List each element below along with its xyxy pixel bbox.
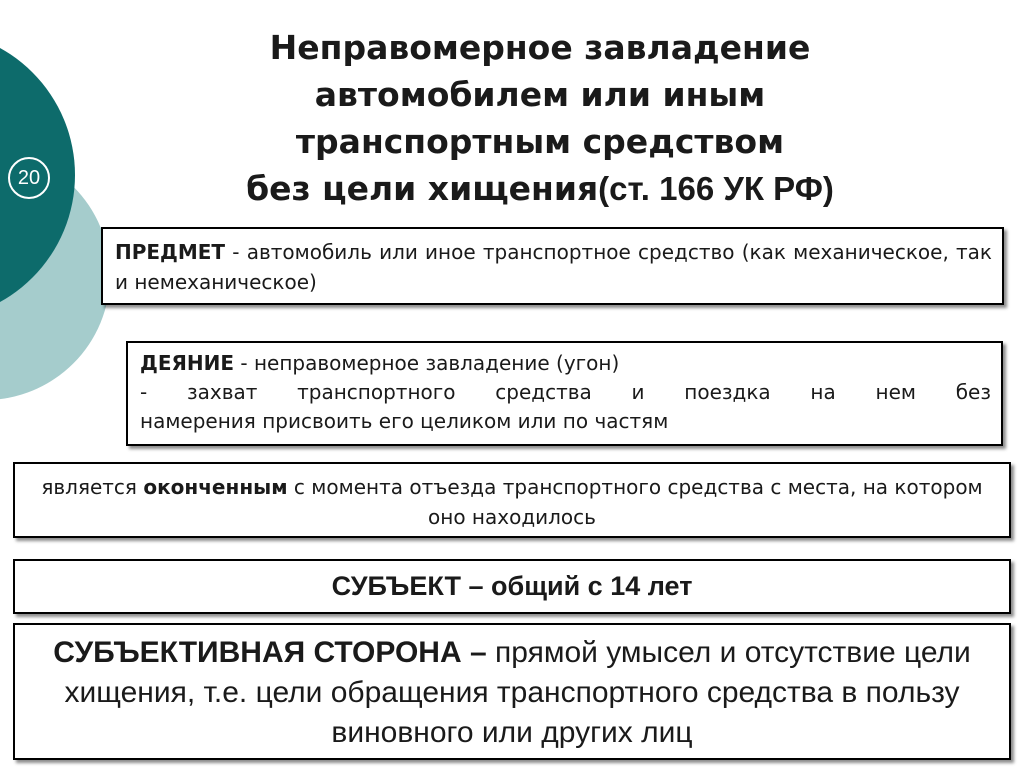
title-article-ref: (ст. 166 УК РФ) — [598, 170, 834, 207]
deyanie-box — [126, 341, 1003, 446]
deyanie-text-2: - захват транспортного средства и поездка на нем без — [140, 380, 991, 404]
completion-post: с момента отъезда транспортного средства с места, на котором оно находилось — [287, 475, 983, 529]
slide-title — [140, 24, 940, 212]
subject-box — [13, 559, 1011, 614]
title-line-1: Неправомерное завладение — [269, 28, 811, 67]
deyanie-line-1 — [140, 349, 991, 378]
title-line-3: транспортным средством — [295, 122, 785, 161]
deyanie-text-1: - неправомерное завладение (угон) — [234, 351, 620, 375]
predmet-label: ПРЕДМЕТ — [115, 240, 226, 264]
predmet-box — [101, 227, 1004, 305]
completion-pre: является — [41, 475, 144, 499]
title-line-2: автомобилем или иным — [314, 75, 766, 114]
completion-bold: оконченным — [143, 475, 288, 499]
predmet-text: - автомобиль или иное транспортное средство (как механическое, так и немеханическое) — [115, 240, 992, 294]
deyanie-text-3: намерения присвоить его целиком или по частям — [140, 409, 669, 433]
subject-text: СУБЪЕКТ – общий с 14 лет — [331, 571, 693, 601]
title-line-4: без цели хищения — [246, 169, 599, 208]
completion-box — [13, 462, 1011, 538]
title-line-4-wrap — [140, 165, 940, 212]
subjective-text: прямой умысел и отсутствие цели хищения, т.е. цели обращения транспортного средства в пользу виновного или других лиц — [64, 636, 971, 749]
subjective-side-box — [13, 623, 1011, 760]
deyanie-label: ДЕЯНИЕ — [140, 351, 235, 375]
subjective-label: СУБЪЕКТИВНАЯ СТОРОНА – — [53, 636, 487, 669]
slide-number-badge: 20 — [8, 157, 50, 199]
